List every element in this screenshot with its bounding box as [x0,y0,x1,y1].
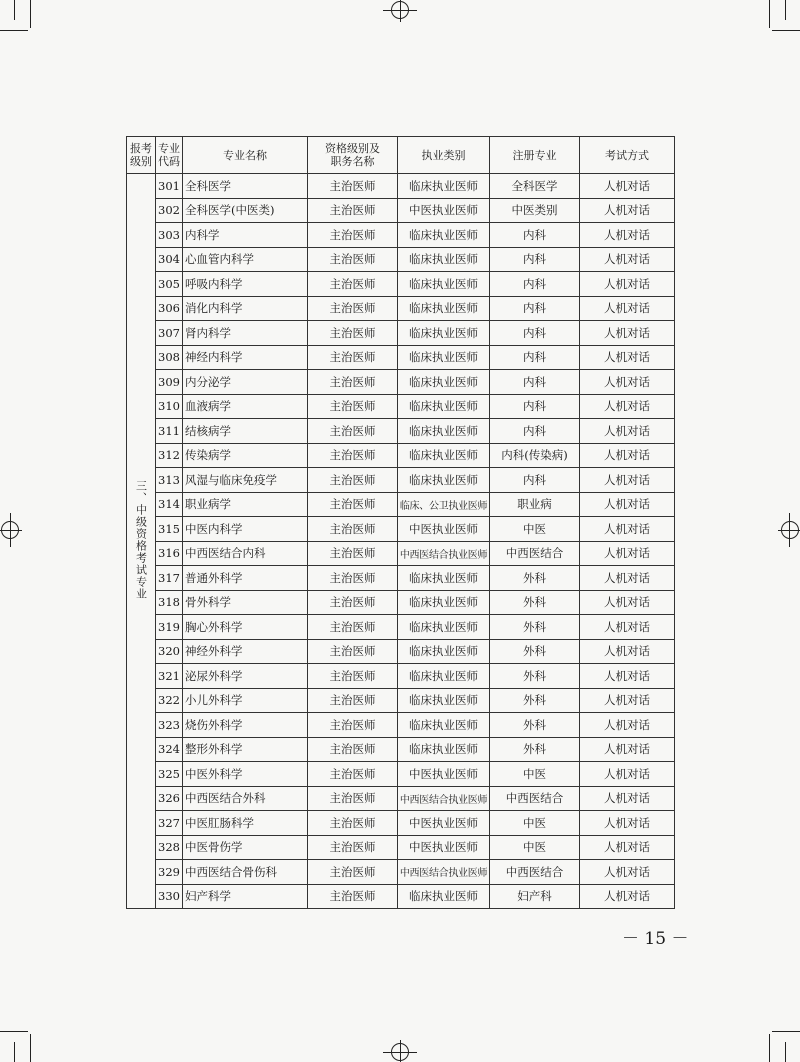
practice-cell: 临床、公卫执业医师 [398,492,490,517]
practice-cell: 临床执业医师 [398,713,490,738]
table-row [127,321,675,346]
code-cell: 313 [156,468,183,493]
registered-specialty-cell: 内科 [490,272,580,297]
exam-method-cell: 人机对话 [580,590,675,615]
header-level: 报考 级别 [127,137,156,174]
exam-method-cell: 人机对话 [580,860,675,885]
name-cell: 传染病学 [183,443,308,468]
registered-specialty-cell: 中医 [490,811,580,836]
exam-method-cell: 人机对话 [580,615,675,640]
registered-specialty-cell: 内科 [490,247,580,272]
registered-specialty-cell: 中西医结合 [490,541,580,566]
code-cell: 315 [156,517,183,542]
table-row [127,223,675,248]
registered-specialty-cell: 全科医学 [490,174,580,199]
exam-method-cell: 人机对话 [580,786,675,811]
qualification-cell: 主治医师 [308,394,398,419]
qualification-cell: 主治医师 [308,541,398,566]
code-cell: 312 [156,443,183,468]
name-cell: 心血管内科学 [183,247,308,272]
exam-specialty-table [126,136,675,909]
code-cell: 303 [156,223,183,248]
header-practice-category: 执业类别 [398,137,490,174]
registered-specialty-cell: 内科(传染病) [490,443,580,468]
practice-cell: 临床执业医师 [398,615,490,640]
qualification-cell: 主治医师 [308,296,398,321]
practice-cell: 临床执业医师 [398,296,490,321]
name-cell: 全科医学 [183,174,308,199]
practice-cell: 中西医结合执业医师 [398,860,490,885]
practice-cell: 中西医结合执业医师 [398,541,490,566]
exam-method-cell: 人机对话 [580,517,675,542]
registered-specialty-cell: 内科 [490,394,580,419]
practice-cell: 临床执业医师 [398,247,490,272]
code-cell: 327 [156,811,183,836]
practice-cell: 临床执业医师 [398,394,490,419]
registered-specialty-cell: 内科 [490,296,580,321]
qualification-cell: 主治医师 [308,345,398,370]
name-cell: 消化内科学 [183,296,308,321]
qualification-cell: 主治医师 [308,688,398,713]
table-row [127,541,675,566]
code-cell: 309 [156,370,183,395]
header-code: 专业 代码 [156,137,183,174]
practice-cell: 中医执业医师 [398,517,490,542]
practice-cell: 临床执业医师 [398,566,490,591]
exam-method-cell: 人机对话 [580,223,675,248]
exam-method-cell: 人机对话 [580,566,675,591]
qualification-cell: 主治医师 [308,566,398,591]
practice-cell: 临床执业医师 [398,419,490,444]
practice-cell: 临床执业医师 [398,590,490,615]
code-cell: 314 [156,492,183,517]
exam-method-cell: 人机对话 [580,174,675,199]
qualification-cell: 主治医师 [308,419,398,444]
name-cell: 中医内科学 [183,517,308,542]
name-cell: 胸心外科学 [183,615,308,640]
table-row [127,566,675,591]
name-cell: 风湿与临床免疫学 [183,468,308,493]
qualification-cell: 主治医师 [308,639,398,664]
qualification-cell: 主治医师 [308,468,398,493]
name-cell: 中西医结合内科 [183,541,308,566]
qualification-cell: 主治医师 [308,590,398,615]
name-cell: 呼吸内科学 [183,272,308,297]
table-row [127,884,675,909]
name-cell: 中西医结合外科 [183,786,308,811]
table-row [127,443,675,468]
qualification-cell: 主治医师 [308,664,398,689]
exam-method-cell: 人机对话 [580,835,675,860]
header-registered-specialty: 注册专业 [490,137,580,174]
registered-specialty-cell: 内科 [490,370,580,395]
name-cell: 神经内科学 [183,345,308,370]
level-label: 三、中级资格考试专业 [134,479,148,600]
exam-method-cell: 人机对话 [580,370,675,395]
name-cell: 小儿外科学 [183,688,308,713]
name-cell: 烧伤外科学 [183,713,308,738]
code-cell: 317 [156,566,183,591]
qualification-cell: 主治医师 [308,786,398,811]
practice-cell: 临床执业医师 [398,688,490,713]
code-cell: 308 [156,345,183,370]
name-cell: 妇产科学 [183,884,308,909]
name-cell: 结核病学 [183,419,308,444]
code-cell: 323 [156,713,183,738]
table-row [127,468,675,493]
code-cell: 316 [156,541,183,566]
practice-cell: 临床执业医师 [398,664,490,689]
name-cell: 中医外科学 [183,762,308,787]
practice-cell: 临床执业医师 [398,468,490,493]
exam-method-cell: 人机对话 [580,688,675,713]
level-cell [127,174,156,909]
name-cell: 整形外科学 [183,737,308,762]
practice-cell: 中医执业医师 [398,198,490,223]
code-cell: 310 [156,394,183,419]
table-row [127,345,675,370]
exam-method-cell: 人机对话 [580,639,675,664]
code-cell: 325 [156,762,183,787]
header-name: 专业名称 [183,137,308,174]
exam-method-cell: 人机对话 [580,468,675,493]
registered-specialty-cell: 外科 [490,639,580,664]
table-row [127,296,675,321]
code-cell: 307 [156,321,183,346]
registered-specialty-cell: 职业病 [490,492,580,517]
qualification-cell: 主治医师 [308,737,398,762]
registered-specialty-cell: 内科 [490,223,580,248]
registered-specialty-cell: 中医 [490,835,580,860]
name-cell: 内分泌学 [183,370,308,395]
qualification-cell: 主治医师 [308,370,398,395]
table-row [127,639,675,664]
qualification-cell: 主治医师 [308,198,398,223]
practice-cell: 中西医结合执业医师 [398,786,490,811]
table-row [127,811,675,836]
exam-method-cell: 人机对话 [580,345,675,370]
practice-cell: 临床执业医师 [398,223,490,248]
table-row [127,590,675,615]
table-row [127,664,675,689]
table-row [127,419,675,444]
name-cell: 骨外科学 [183,590,308,615]
table-body [127,174,675,909]
practice-cell: 临床执业医师 [398,884,490,909]
code-cell: 326 [156,786,183,811]
practice-cell: 临床执业医师 [398,174,490,199]
registered-specialty-cell: 中医类别 [490,198,580,223]
table-row [127,517,675,542]
registered-specialty-cell: 外科 [490,615,580,640]
code-cell: 328 [156,835,183,860]
name-cell: 内科学 [183,223,308,248]
table-row [127,198,675,223]
practice-cell: 临床执业医师 [398,272,490,297]
name-cell: 血液病学 [183,394,308,419]
name-cell: 普通外科学 [183,566,308,591]
exam-method-cell: 人机对话 [580,713,675,738]
exam-method-cell: 人机对话 [580,321,675,346]
exam-method-cell: 人机对话 [580,198,675,223]
registered-specialty-cell: 中医 [490,517,580,542]
name-cell: 中医肛肠科学 [183,811,308,836]
registered-specialty-cell: 外科 [490,713,580,738]
table-row [127,737,675,762]
qualification-cell: 主治医师 [308,492,398,517]
code-cell: 318 [156,590,183,615]
practice-cell: 临床执业医师 [398,737,490,762]
exam-method-cell: 人机对话 [580,419,675,444]
table-row [127,835,675,860]
code-cell: 302 [156,198,183,223]
practice-cell: 临床执业医师 [398,321,490,346]
registered-specialty-cell: 内科 [490,468,580,493]
name-cell: 神经外科学 [183,639,308,664]
practice-cell: 临床执业医师 [398,443,490,468]
name-cell: 中医骨伤学 [183,835,308,860]
qualification-cell: 主治医师 [308,860,398,885]
exam-method-cell: 人机对话 [580,492,675,517]
practice-cell: 中医执业医师 [398,811,490,836]
registered-specialty-cell: 外科 [490,566,580,591]
code-cell: 320 [156,639,183,664]
registered-specialty-cell: 内科 [490,321,580,346]
code-cell: 324 [156,737,183,762]
qualification-cell: 主治医师 [308,517,398,542]
registered-specialty-cell: 内科 [490,345,580,370]
registered-specialty-cell: 中西医结合 [490,860,580,885]
qualification-cell: 主治医师 [308,811,398,836]
code-cell: 321 [156,664,183,689]
name-cell: 肾内科学 [183,321,308,346]
code-cell: 329 [156,860,183,885]
name-cell: 中西医结合骨伤科 [183,860,308,885]
table-row [127,272,675,297]
table-row [127,688,675,713]
header-exam-method: 考试方式 [580,137,675,174]
registered-specialty-cell: 内科 [490,419,580,444]
exam-method-cell: 人机对话 [580,272,675,297]
table-row [127,762,675,787]
qualification-cell: 主治医师 [308,223,398,248]
registered-specialty-cell: 中西医结合 [490,786,580,811]
practice-cell: 中医执业医师 [398,835,490,860]
name-cell: 职业病学 [183,492,308,517]
code-cell: 319 [156,615,183,640]
code-cell: 330 [156,884,183,909]
qualification-cell: 主治医师 [308,762,398,787]
exam-method-cell: 人机对话 [580,247,675,272]
code-cell: 301 [156,174,183,199]
qualification-cell: 主治医师 [308,615,398,640]
practice-cell: 临床执业医师 [398,345,490,370]
table-row [127,786,675,811]
exam-method-cell: 人机对话 [580,811,675,836]
exam-method-cell: 人机对话 [580,296,675,321]
code-cell: 306 [156,296,183,321]
qualification-cell: 主治医师 [308,247,398,272]
name-cell: 全科医学(中医类) [183,198,308,223]
table-row [127,370,675,395]
table-row [127,394,675,419]
table-row [127,713,675,738]
name-cell: 泌尿外科学 [183,664,308,689]
registered-specialty-cell: 外科 [490,737,580,762]
table-header-row [127,137,675,174]
qualification-cell: 主治医师 [308,272,398,297]
qualification-cell: 主治医师 [308,174,398,199]
practice-cell: 临床执业医师 [398,370,490,395]
table-row [127,860,675,885]
practice-cell: 临床执业医师 [398,639,490,664]
qualification-cell: 主治医师 [308,835,398,860]
exam-method-cell: 人机对话 [580,394,675,419]
qualification-cell: 主治医师 [308,443,398,468]
header-qualification: 资格级别及 职务名称 [308,137,398,174]
page-number: － 15 － [622,929,689,949]
qualification-cell: 主治医师 [308,713,398,738]
exam-method-cell: 人机对话 [580,664,675,689]
registered-specialty-cell: 外科 [490,688,580,713]
registered-specialty-cell: 中医 [490,762,580,787]
code-cell: 305 [156,272,183,297]
exam-method-cell: 人机对话 [580,443,675,468]
table-row [127,174,675,199]
table-row [127,492,675,517]
practice-cell: 中医执业医师 [398,762,490,787]
registered-specialty-cell: 外科 [490,590,580,615]
table-row [127,615,675,640]
exam-method-cell: 人机对话 [580,884,675,909]
code-cell: 311 [156,419,183,444]
code-cell: 322 [156,688,183,713]
exam-method-cell: 人机对话 [580,541,675,566]
qualification-cell: 主治医师 [308,321,398,346]
code-cell: 304 [156,247,183,272]
exam-method-cell: 人机对话 [580,762,675,787]
table-row [127,247,675,272]
exam-method-cell: 人机对话 [580,737,675,762]
registered-specialty-cell: 妇产科 [490,884,580,909]
qualification-cell: 主治医师 [308,884,398,909]
registered-specialty-cell: 外科 [490,664,580,689]
